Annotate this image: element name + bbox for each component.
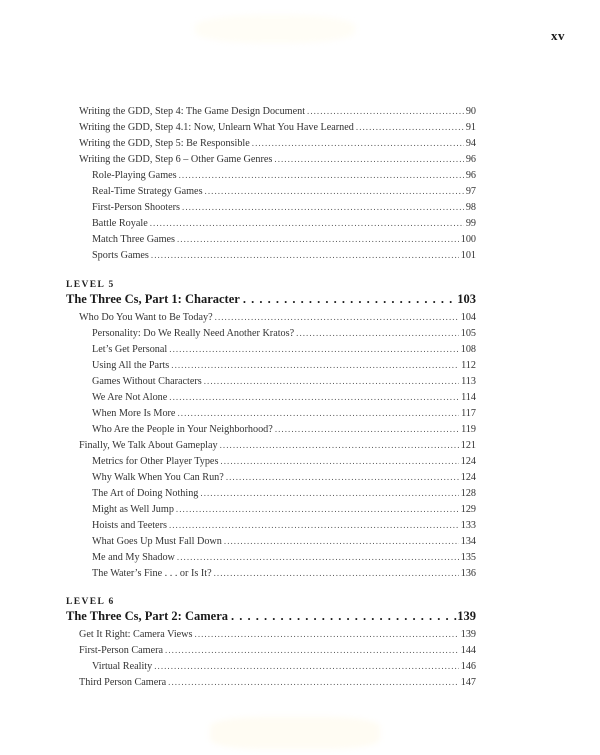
dot-leader: [169, 344, 458, 354]
dot-leader: [205, 186, 464, 196]
toc-entry[interactable]: Metrics for Other Player Types . . . 124: [92, 456, 476, 467]
toc-entry[interactable]: Match Three Games . . . 100: [92, 234, 476, 245]
toc-entry[interactable]: Writing the GDD, Step 4: The Game Design Document . . . 90: [79, 106, 476, 117]
dot-leader: [154, 661, 459, 671]
toc-entry[interactable]: Let’s Get Personal . . . 108: [92, 344, 476, 355]
dot-leader: [214, 568, 459, 578]
dot-leader: [220, 456, 458, 466]
dot-leader: [307, 106, 464, 116]
dot-leader: [220, 440, 459, 450]
dot-leader: [150, 218, 464, 228]
level-label: LEVEL 6: [66, 597, 115, 607]
toc-entry[interactable]: Why Walk When You Can Run? . . . 124: [92, 472, 476, 483]
dot-leader: [177, 408, 459, 418]
dot-leader: [224, 536, 459, 546]
dot-leader: [171, 360, 459, 370]
dot-leader: [179, 170, 464, 180]
dot-leader: [228, 609, 457, 624]
dot-leader: [252, 138, 464, 148]
dot-leader: [204, 376, 459, 386]
toc-entry[interactable]: Using All the Parts . . . 112: [92, 360, 476, 371]
toc-entry[interactable]: First-Person Camera . . . 144: [79, 645, 476, 656]
dot-leader: [177, 552, 459, 562]
dot-leader: [165, 645, 459, 655]
toc-entry[interactable]: Get It Right: Camera Views . . . 139: [79, 629, 476, 640]
toc-entry[interactable]: Hoists and Teeters . . . 133: [92, 520, 476, 531]
level-label: LEVEL 5: [66, 280, 115, 290]
chapter-heading[interactable]: The Three Cs, Part 2: Camera . . . 139: [66, 609, 476, 624]
toc-entry[interactable]: Real-Time Strategy Games . . . 97: [92, 186, 476, 197]
toc-entry[interactable]: Writing the GDD, Step 4.1: Now, Unlearn What You Have Learned . . . 91: [79, 122, 476, 133]
dot-leader: [151, 250, 459, 260]
dot-leader: [200, 488, 458, 498]
toc-entry[interactable]: Who Do You Want to Be Today? . . . 104: [79, 312, 476, 323]
toc-entry[interactable]: Role-Playing Games . . . 96: [92, 170, 476, 181]
toc-entry[interactable]: Games Without Characters . . . 113: [92, 376, 476, 387]
toc-entry[interactable]: Me and My Shadow . . . 135: [92, 552, 476, 563]
paper-smudge: [195, 15, 355, 43]
toc-entry[interactable]: Writing the GDD, Step 5: Be Responsible . . . 94: [79, 138, 476, 149]
toc-entry[interactable]: Who Are the People in Your Neighborhood? . . . 119: [92, 424, 476, 435]
paper-smudge: [210, 717, 380, 749]
dot-leader: [356, 122, 464, 132]
dot-leader: [275, 424, 459, 434]
toc-entry[interactable]: The Art of Doing Nothing . . . 128: [92, 488, 476, 499]
dot-leader: [169, 392, 459, 402]
dot-leader: [274, 154, 463, 164]
dot-leader: [177, 234, 459, 244]
toc-entry[interactable]: Virtual Reality . . . 146: [92, 661, 476, 672]
dot-leader: [182, 202, 464, 212]
toc-entry[interactable]: The Water’s Fine . . . or Is It? . . . 136: [92, 568, 476, 579]
toc-entry[interactable]: What Goes Up Must Fall Down . . . 134: [92, 536, 476, 547]
dot-leader: [195, 629, 459, 639]
dot-leader: [169, 520, 459, 530]
toc-entry[interactable]: Writing the GDD, Step 6 – Other Game Genres . . . 96: [79, 154, 476, 165]
toc-entry[interactable]: Finally, We Talk About Gameplay . . . 121: [79, 440, 476, 451]
page-number: xv: [551, 28, 565, 43]
toc-entry[interactable]: Personality: Do We Really Need Another Kratos? . . . 105: [92, 328, 476, 339]
dot-leader: [226, 472, 459, 482]
toc-entry[interactable]: When More Is More . . . 117: [92, 408, 476, 419]
dot-leader: [168, 677, 459, 687]
dot-leader: [296, 328, 459, 338]
toc-entry[interactable]: Might as Well Jump . . . 129: [92, 504, 476, 515]
dot-leader: [240, 292, 457, 307]
toc-entry[interactable]: First-Person Shooters . . . 98: [92, 202, 476, 213]
toc-entry[interactable]: We Are Not Alone . . . 114: [92, 392, 476, 403]
toc-entry[interactable]: Sports Games . . . 101: [92, 250, 476, 261]
toc-entry[interactable]: Third Person Camera . . . 147: [79, 677, 476, 688]
dot-leader: [176, 504, 459, 514]
chapter-heading[interactable]: The Three Cs, Part 1: Character . . . 103: [66, 292, 476, 307]
toc-entry[interactable]: Battle Royale . . . 99: [92, 218, 476, 229]
dot-leader: [215, 312, 459, 322]
